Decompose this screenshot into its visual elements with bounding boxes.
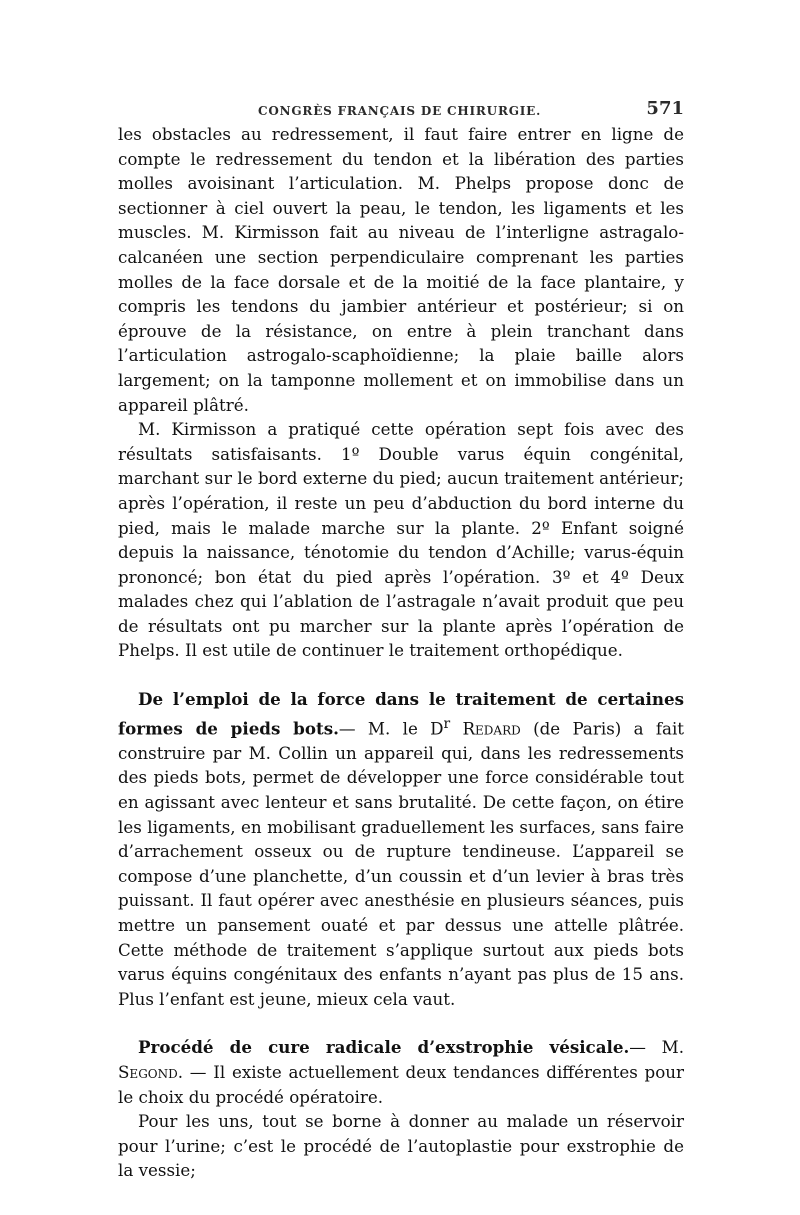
paragraph-reservoir: Pour les uns, tout se borne à donner au malade un réservoir pour l’urine; c’est le procédé de l’autoplastie pour exstrophie de la vessie; bbox=[118, 1111, 684, 1181]
author-name-segond: Segond bbox=[118, 1061, 178, 1082]
book-page bbox=[118, 96, 684, 1183]
page-header bbox=[118, 96, 684, 122]
section-force-treatment bbox=[118, 687, 684, 1011]
page-number: 571 bbox=[646, 98, 684, 119]
paragraph-phelps-method: les obstacles au redressement, il faut faire entrer en ligne de compte le redressement du tendon et la libération des parties molles avoisinant l’articulation. M. Phelps propose donc de sectionner à ciel ouvert la peau, le tendon, les ligaments et les muscles. M. Kirmisson fait au niveau de l’interligne astragalo-calcanéen une section perpendiculaire comprenant les parties molles de la face dorsale et de la moitié de la face plantaire, y compris les tendons du jambier antérieur et postérieur; si on éprouve de la résistance, on entre à plein tranchant dans l’articulation astrogalo-scaphoïdienne; la plaie baille alors largement; on la tamponne mollement et on immobilise dans un appareil plâtré. bbox=[118, 124, 684, 415]
paragraph-kirmisson-results: M. Kirmisson a pratiqué cette opération sept fois avec des résultats satisfaisants. 1º Double varus équin congénital, marchant sur le bord externe du pied; aucun traitement antérieur; après l’opération, il reste un peu d’abduction du bord interne du pied, mais le malade marche sur la plante. 2º Enfant soigné depuis la naissance, ténotomie du tendon d’Achille; varus-équin prononcé; bon état du pied après l’opération. 3º et 4º Deux malades chez qui l’ablation de l’astragale n’avait produit que peu de résultats ont pu marcher sur la plante après l’opération de Phelps. Il est utile de continuer le traitement orthopédique. bbox=[118, 419, 684, 661]
section-author-prefix-segond: — M. bbox=[629, 1037, 684, 1058]
section-body-exstrophy: . — Il existe actuellement deux tendances différentes pour le choix du procédé opératoire. bbox=[118, 1061, 684, 1107]
section-title-force-treatment: De l’emploi de la force dans le traitement de certaines formes de pieds bots. bbox=[118, 689, 684, 739]
doctor-superscript: r bbox=[443, 715, 451, 732]
section-body-force-treatment: (de Paris) a fait construire par M. Collin un appareil qui, dans les redressements des pieds bots, permet de développer une force considérable tout en agissant avec lenteur et sans brutalité. De cette façon, on étire les ligaments, en mobilisant graduellement les surfaces, sans faire d’arrachement osseux ou de rupture tendineuse. L’appareil se compose d’une planchette, d’un coussin et d’un levier à bras très puissant. Il faut opérer avec anesthésie en plusieurs séances, puis mettre un pansement ouaté et par dessus une attelle plâtrée. Cette méthode de traitement s’applique surtout aux pieds bots varus équins congénitaux des enfants n’ayant pas plus de 15 ans. Plus l’enfant est jeune, mieux cela vaut. bbox=[118, 718, 685, 1009]
section-title-exstrophy: Procédé de cure radicale d’exstrophie vésicale. bbox=[138, 1037, 630, 1058]
author-name-redard: Redard bbox=[462, 718, 521, 739]
section-author-prefix: — M. le D bbox=[338, 718, 444, 739]
section-exstrophy bbox=[118, 1035, 684, 1109]
running-head: CONGRÈS FRANÇAIS DE CHIRURGIE. bbox=[258, 104, 542, 118]
